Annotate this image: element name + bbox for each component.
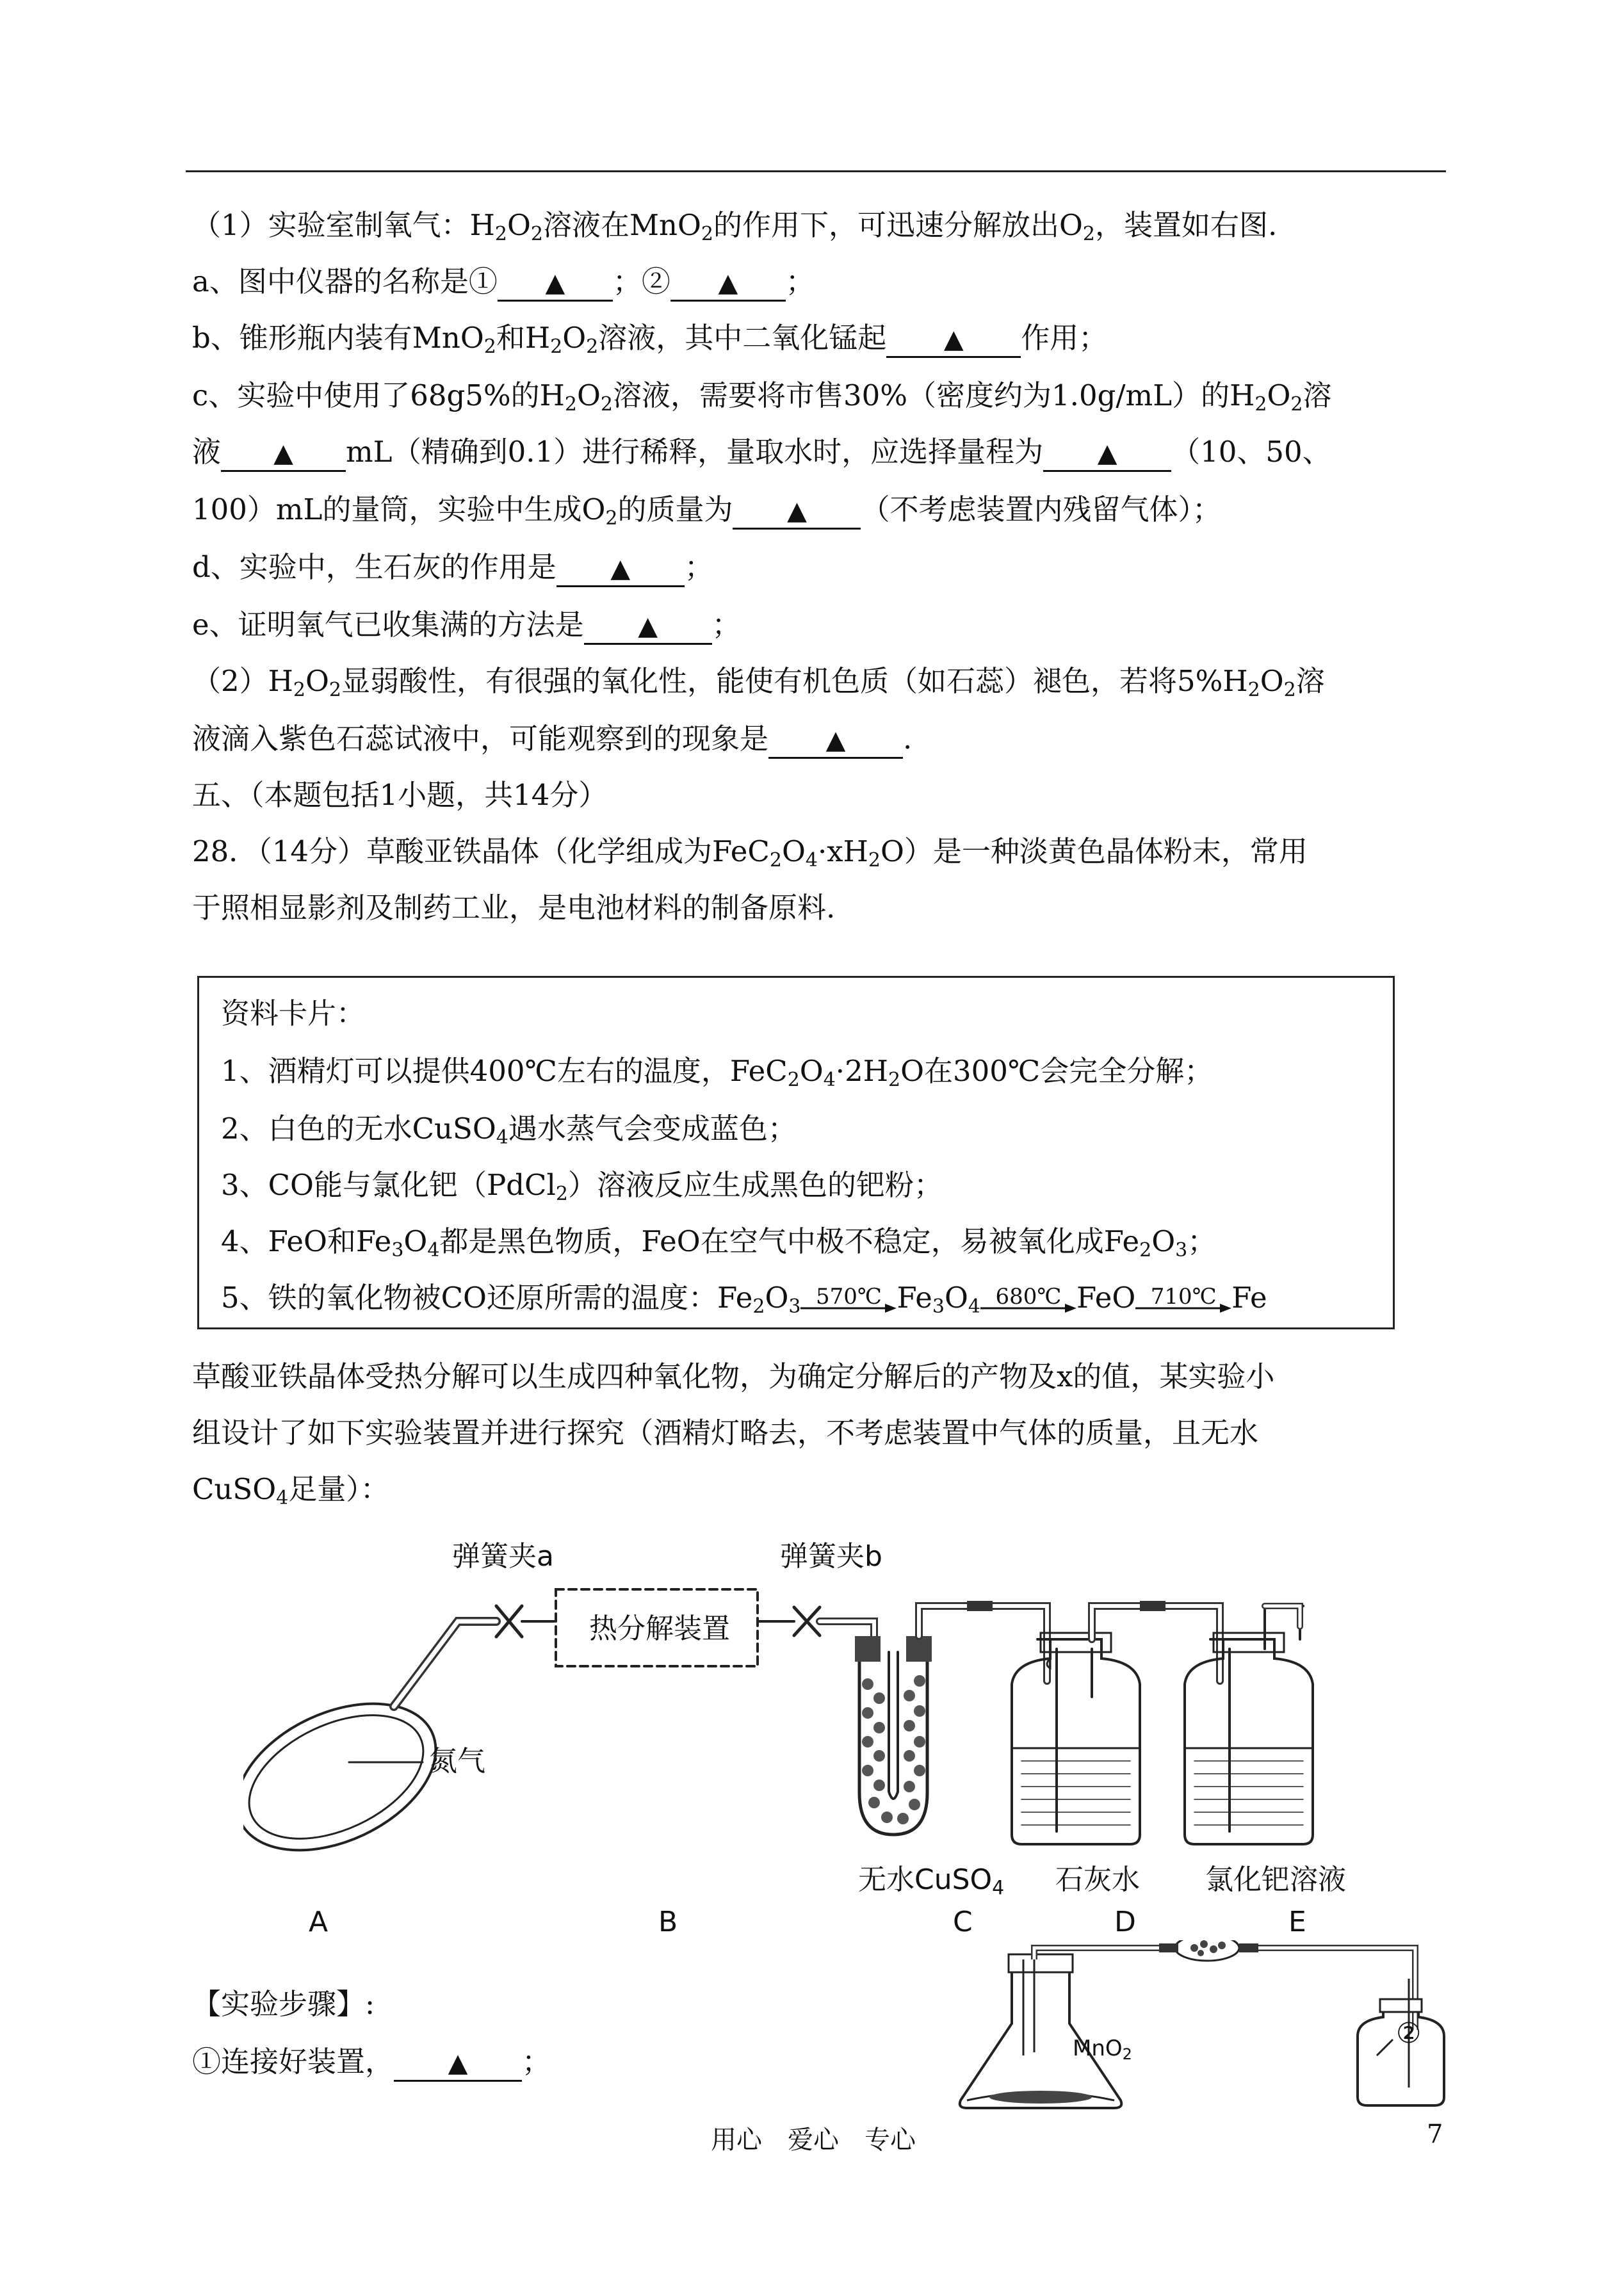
info-card-item-4: 4、FeO和$Fe_3O_4$都是黑色物质，FeO在空气中极不稳定，易被氧化成$Fe_2O_3$； xyxy=(221,1224,1217,1261)
para-line3: CuSO$_4$足量）： xyxy=(192,1472,389,1509)
q28-line1: 28．（14分）草酸亚铁晶体（化学组成为$FeC_2O_4\cdot xH_2O$）是一种淡黄色晶体粉末，常用 xyxy=(192,834,1308,872)
info-card-item-5: 5、铁的氧化物被CO还原所需的温度：$Fe_2O_3$ 570℃ $Fe_3O_4$ 680℃ FeO 710℃ Fe xyxy=(221,1279,1267,1320)
limewater-bottle xyxy=(1012,1633,1140,1844)
reaction-arrow-710: 710℃ xyxy=(1135,1281,1231,1320)
thermal-decomposition-label: 热分解装置 xyxy=(589,1612,730,1645)
q27-part2-line2: 液滴入紫色石蕊试液中，可能观察到的现象是 ▲ . xyxy=(192,720,1441,759)
q27-c-line2: 液 ▲ mL（精确到0.1）进行稀释，量取水时，应选择量程为 ▲ （10、50、 xyxy=(192,433,1441,472)
apparatus-diagram xyxy=(243,1530,1383,1940)
label-E: E xyxy=(1288,1906,1306,1938)
answer-blank[interactable]: ▲ xyxy=(394,2045,522,2082)
q27-b: b、锥形瓶内装有MnO$_2$和$H_2O_2$溶液，其中二氧化锰起 ▲ 作用； xyxy=(192,321,1108,358)
info-card xyxy=(197,976,1395,1329)
q27-c-line3: 100）mL的量筒，实验中生成$O_2$的质量为 ▲ （不考虑装置内残留气体）； xyxy=(192,492,1221,530)
info-card-item-1: 1、酒精灯可以提供400℃左右的温度，$FeC_2O_4\cdot 2H_2O$在300℃会完全分解； xyxy=(221,1054,1214,1091)
instrument-2-label: ② xyxy=(1396,2017,1422,2050)
info-card-title: 资料卡片： xyxy=(221,996,366,1030)
clip-a-label: 弹簧夹a xyxy=(452,1540,554,1573)
q28-line2: 于照相显影剂及制药工业，是电池材料的制备原料. xyxy=(192,891,836,925)
answer-blank[interactable]: ▲ xyxy=(498,265,613,302)
answer-blank[interactable]: ▲ xyxy=(584,608,712,645)
q27-intro: （1）实验室制氧气：$H_2O_2$溶液在MnO$_2$的作用下，可迅速分解放出$O_2$，装置如右图. xyxy=(192,208,1278,245)
answer-blank[interactable]: ▲ xyxy=(556,551,685,587)
cuso4-label: 无水CuSO4 xyxy=(858,1863,1005,1899)
reaction-arrow-570: 570℃ xyxy=(800,1281,897,1320)
answer-blank[interactable]: ▲ xyxy=(886,321,1021,358)
q27-e: e、证明氧气已收集满的方法是 ▲ ； xyxy=(192,606,1441,645)
clip-b-label: 弹簧夹b xyxy=(780,1540,882,1573)
pdcl2-label: 氯化钯溶液 xyxy=(1205,1863,1346,1896)
info-card-item-2: 2、白色的无水CuSO$_4$遇水蒸气会变成蓝色； xyxy=(221,1112,797,1149)
limewater-label: 石灰水 xyxy=(1055,1863,1140,1896)
para-line1: 草酸亚铁晶体受热分解可以生成四种氧化物，为确定分解后的产物及x的值，某实验小 xyxy=(192,1359,1275,1393)
label-D: D xyxy=(1114,1906,1136,1938)
oxygen-apparatus-diagram xyxy=(948,1940,1447,2113)
answer-blank[interactable]: ▲ xyxy=(221,435,346,472)
mno2-label: MnO2 xyxy=(1073,2036,1132,2063)
nitrogen-label: 氮气 xyxy=(429,1745,485,1778)
pdcl2-bottle xyxy=(1185,1606,1313,1844)
label-A: A xyxy=(309,1906,329,1938)
reaction-arrow-680: 680℃ xyxy=(980,1281,1076,1320)
answer-blank[interactable]: ▲ xyxy=(1043,435,1171,472)
page-number: 7 xyxy=(1427,2120,1443,2149)
section-five-heading: 五、（本题包括1小题，共14分） xyxy=(192,778,608,812)
header-rule xyxy=(186,170,1446,172)
u-tube-cuso4 xyxy=(855,1636,932,1835)
label-C: C xyxy=(953,1906,973,1938)
q27-part2-line1: $(2)H_2O_2$显弱酸性，有很强的氧化性，能使有机色质（如石蕊）褪色，若将$5\%H_2O_2$溶 xyxy=(192,664,1325,701)
para-line2: 组设计了如下实验装置并进行探究（酒精灯略去，不考虑装置中气体的质量，且无水 xyxy=(192,1416,1259,1450)
q27-d: d、实验中，生石灰的作用是 ▲ ； xyxy=(192,548,1441,587)
answer-blank[interactable]: ▲ xyxy=(768,722,903,759)
answer-blank[interactable]: ▲ xyxy=(670,265,786,302)
nitrogen-bag xyxy=(243,1675,459,1880)
info-card-item-3: 3、CO能与氯化钯（PdCl$_2$）溶液反应生成黑色的钯粉； xyxy=(221,1168,943,1205)
step-1: ①连接好装置， ▲ ； xyxy=(192,2043,1441,2082)
label-B: B xyxy=(658,1906,678,1938)
steps-title: 【实验步骤】: xyxy=(192,1987,375,2021)
footer-slogan: 用心 爱心 专心 xyxy=(711,2125,916,2155)
q27-a: a、图中仪器的名称是① ▲ ；② ▲ ； xyxy=(192,263,1441,302)
q27-c-line1: c、实验中使用了68g5%的$H_2O_2$溶液，需要将市售30%（密度约为1.0g/mL）的$H_2O_2$溶 xyxy=(192,378,1332,416)
answer-blank[interactable]: ▲ xyxy=(733,493,861,530)
